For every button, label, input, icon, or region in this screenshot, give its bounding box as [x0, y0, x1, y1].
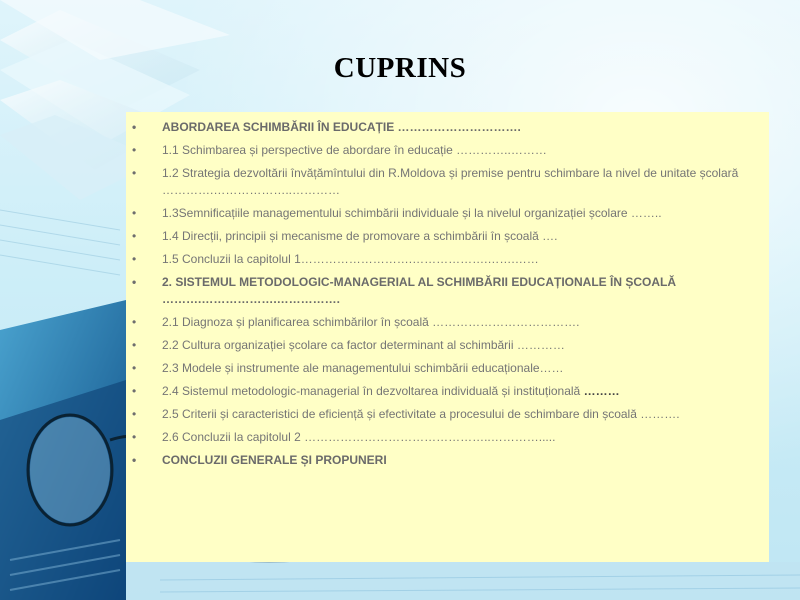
toc-item — [162, 452, 759, 469]
toc-item-text: 1.2 Strategia dezvoltării învățămîntului din R.Moldova și premise pentru schimbare la nivel de unitate școlară ………….………………..………… — [162, 166, 739, 197]
toc-item — [162, 274, 759, 308]
toc-item-text: 2.1 Diagnoza și planificarea schimbărilor în școală ………………………………. — [162, 315, 580, 329]
toc-item-text: 2.4 Sistemul metodologic-managerial în dezvoltarea individuală și instituțională — [162, 384, 581, 398]
toc-item — [162, 383, 759, 400]
toc-item-text: 2.3 Modele și instrumente ale managementului schimbării educaționale…… — [162, 361, 564, 375]
toc-item-text: 2. SISTEMUL METODOLOGIC-MANAGERIAL AL SCHIMBĂRII EDUCAȚIONALE ÎN ȘCOALĂ ……….……………….……………. — [162, 275, 677, 306]
toc-item — [162, 360, 759, 377]
toc-item-text: ABORDAREA SCHIMBĂRII ÎN EDUCAȚIE …………………………. — [162, 120, 521, 134]
toc-item-text: 2.2 Cultura organizației școlare ca factor determinant al schimbării ………… — [162, 338, 565, 352]
toc-item — [162, 429, 759, 446]
toc-item-text: 1.5 Concluzii la capitolul 1……………………….……………….…….…… — [162, 252, 539, 266]
toc-item-text: 2.6 Concluzii la capitolul 2 ………………………………………..…………..... — [162, 430, 556, 444]
toc-item — [162, 337, 759, 354]
toc-item-text: 1.1 Schimbarea și perspective de abordare în educație …………..……… — [162, 143, 547, 157]
toc-item — [162, 119, 759, 136]
toc-item — [162, 142, 759, 159]
toc-item — [162, 406, 759, 423]
toc-item-text: 1.4 Direcții, principii și mecanisme de promovare a schimbării în școală …. — [162, 229, 558, 243]
toc-item-text: 2.5 Criterii și caracteristici de eficiență și efectivitate a procesului de schimbare din școală ………. — [162, 407, 680, 421]
toc-list — [126, 112, 769, 469]
toc-item — [162, 205, 759, 222]
toc-item — [162, 228, 759, 245]
toc-item-text: 1.3Semnificațiile managementului schimbării individuale și la nivelul organizației școlare …….. — [162, 206, 662, 220]
toc-item — [162, 251, 759, 268]
slide-title: CUPRINS — [333, 52, 467, 84]
toc-item-text: CONCLUZII GENERALE ȘI PROPUNERI — [162, 453, 387, 467]
toc-panel — [126, 112, 769, 562]
toc-item — [162, 165, 759, 199]
toc-item-dots: ……… — [583, 384, 620, 398]
toc-item — [162, 314, 759, 331]
